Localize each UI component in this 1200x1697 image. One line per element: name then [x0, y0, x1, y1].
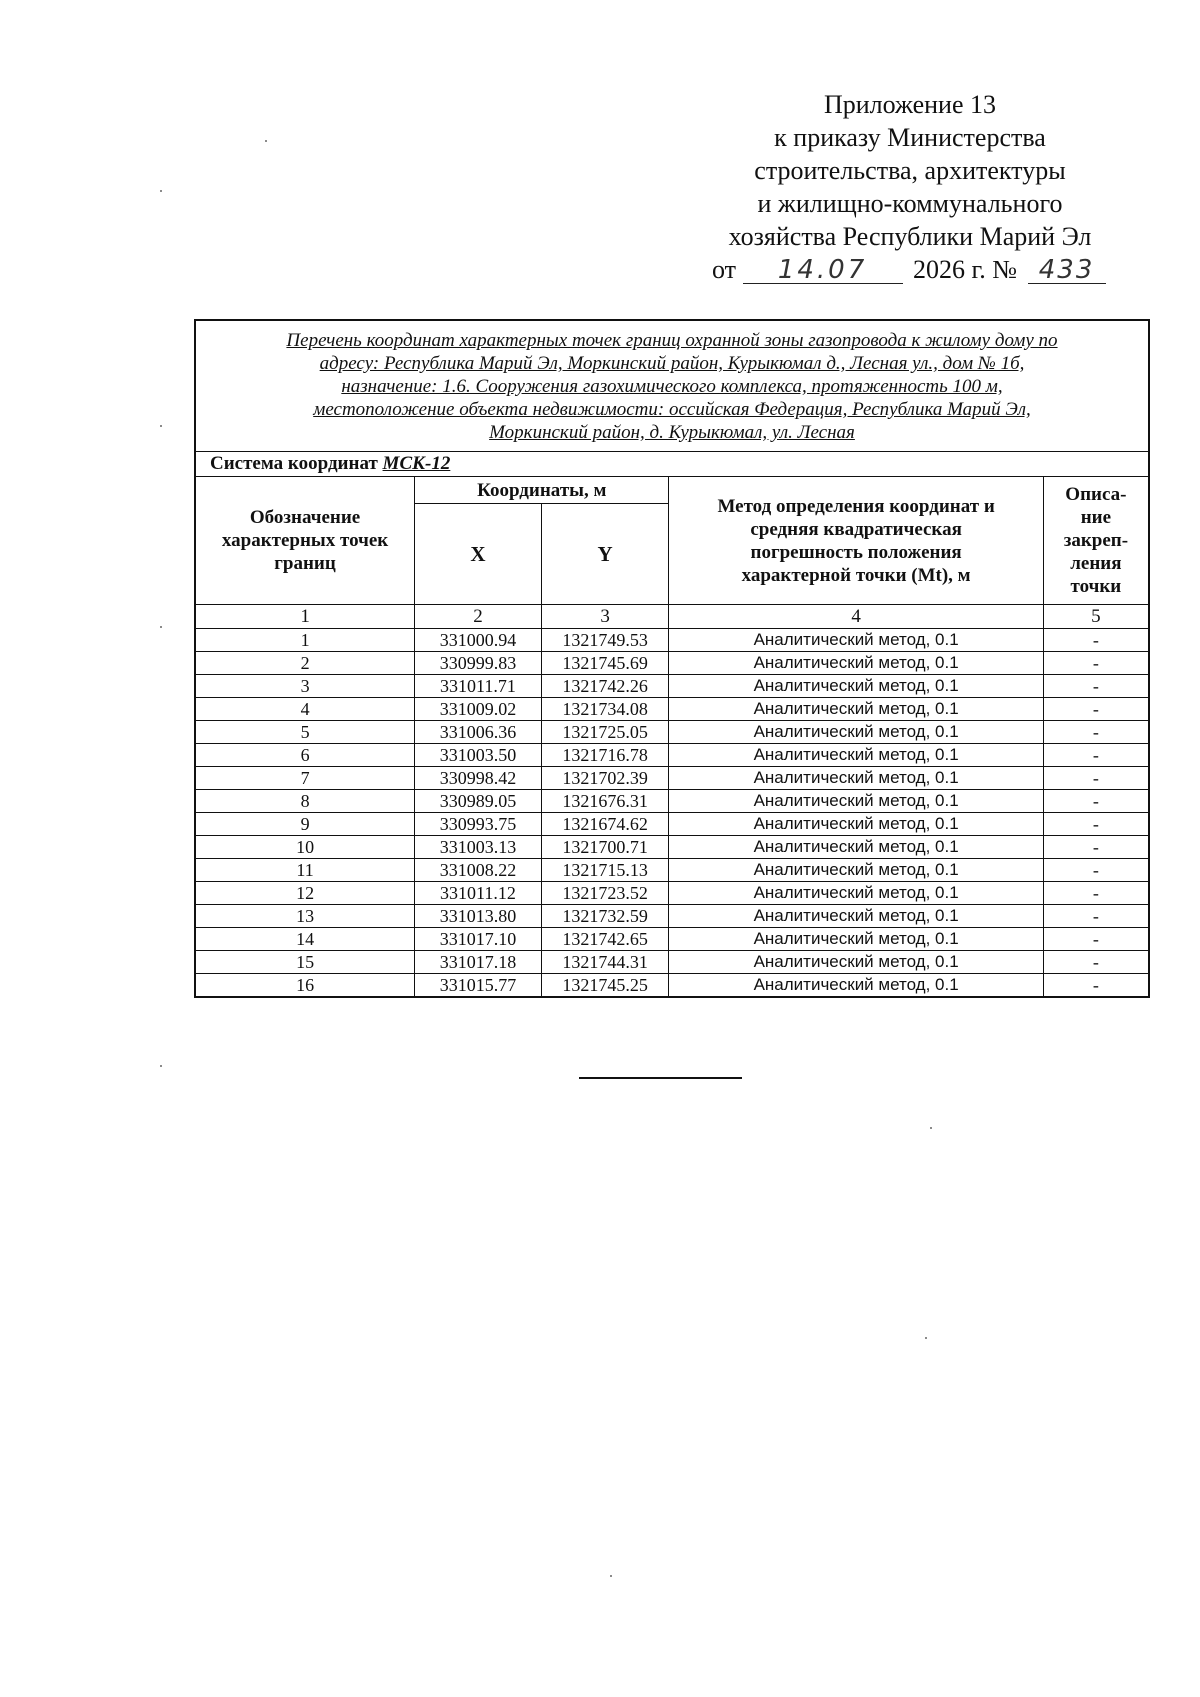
scan-speck — [160, 425, 162, 427]
scan-speck — [925, 1337, 927, 1339]
table-row — [195, 721, 1149, 744]
header-designation — [195, 477, 415, 605]
y-coordinate-cell: 1321716.78 — [541, 744, 669, 767]
y-coordinate-cell: 1321732.59 — [541, 905, 669, 928]
header-row-1 — [195, 477, 1149, 504]
x-coordinate-cell: 331000.94 — [415, 629, 542, 652]
method-cell: Аналитический метод, 0.1 — [669, 813, 1043, 836]
point-number-cell: 15 — [195, 951, 415, 974]
x-coordinate-cell: 331011.71 — [415, 675, 542, 698]
method-cell: Аналитический метод, 0.1 — [669, 951, 1043, 974]
header-text: точки — [1070, 576, 1122, 597]
description-cell: - — [1043, 974, 1149, 998]
description-cell: - — [1043, 652, 1149, 675]
coordinate-system-value: МСК-12 — [382, 453, 451, 474]
header-y: Y — [541, 504, 669, 605]
description-cell: - — [1043, 951, 1149, 974]
table-caption — [195, 320, 1149, 452]
point-number-cell: 8 — [195, 790, 415, 813]
description-cell: - — [1043, 905, 1149, 928]
description-cell: - — [1043, 721, 1149, 744]
x-coordinate-cell: 331015.77 — [415, 974, 542, 998]
point-number-cell: 11 — [195, 859, 415, 882]
x-coordinate-cell: 331008.22 — [415, 859, 542, 882]
method-cell: Аналитический метод, 0.1 — [669, 767, 1043, 790]
scan-speck — [160, 626, 162, 628]
coordinate-system — [195, 452, 1149, 477]
column-number: 2 — [415, 605, 542, 629]
y-coordinate-cell: 1321745.69 — [541, 652, 669, 675]
header-line: к приказу Министерства — [774, 123, 1046, 152]
description-cell: - — [1043, 698, 1149, 721]
point-number-cell: 16 — [195, 974, 415, 998]
table-row — [195, 652, 1149, 675]
description-cell: - — [1043, 813, 1149, 836]
header-text: характерных точек — [221, 530, 389, 551]
method-cell: Аналитический метод, 0.1 — [669, 790, 1043, 813]
scan-speck — [160, 190, 162, 192]
y-coordinate-cell: 1321734.08 — [541, 698, 669, 721]
point-number-cell: 13 — [195, 905, 415, 928]
point-number-cell: 10 — [195, 836, 415, 859]
table-row — [195, 836, 1149, 859]
x-coordinate-cell: 330993.75 — [415, 813, 542, 836]
x-coordinate-cell: 331017.10 — [415, 928, 542, 951]
method-cell: Аналитический метод, 0.1 — [669, 675, 1043, 698]
caption-line: местоположение объекта недвижимости: оссийская Федерация, Республика Марий Эл, — [313, 399, 1031, 420]
y-coordinate-cell: 1321700.71 — [541, 836, 669, 859]
method-cell: Аналитический метод, 0.1 — [669, 905, 1043, 928]
y-coordinate-cell: 1321674.62 — [541, 813, 669, 836]
x-coordinate-cell: 331017.18 — [415, 951, 542, 974]
x-coordinate-cell: 331006.36 — [415, 721, 542, 744]
x-coordinate-cell: 330998.42 — [415, 767, 542, 790]
x-coordinate-cell: 330989.05 — [415, 790, 542, 813]
caption-line: Моркинский район, д. Курыкюмал, ул. Лесная — [489, 422, 855, 443]
point-number-cell: 4 — [195, 698, 415, 721]
header-text: ления — [1070, 553, 1122, 574]
description-cell: - — [1043, 675, 1149, 698]
description-cell: - — [1043, 928, 1149, 951]
coordinates-table — [194, 319, 1150, 998]
y-coordinate-cell: 1321702.39 — [541, 767, 669, 790]
y-coordinate-cell: 1321745.25 — [541, 974, 669, 998]
header-line: и жилищно-коммунального — [757, 189, 1063, 218]
x-coordinate-cell: 331013.80 — [415, 905, 542, 928]
column-number: 3 — [541, 605, 669, 629]
x-coordinate-cell: 331009.02 — [415, 698, 542, 721]
header-text: Обозначение — [249, 507, 361, 528]
caption-row — [195, 320, 1149, 452]
description-cell: - — [1043, 767, 1149, 790]
table-row — [195, 928, 1149, 951]
description-cell: - — [1043, 836, 1149, 859]
y-coordinate-cell: 1321744.31 — [541, 951, 669, 974]
table-row — [195, 629, 1149, 652]
method-cell: Аналитический метод, 0.1 — [669, 698, 1043, 721]
scan-speck — [265, 140, 267, 142]
header-method — [669, 477, 1043, 605]
point-number-cell: 5 — [195, 721, 415, 744]
table-row — [195, 974, 1149, 998]
coordinate-system-label: Система координат — [210, 453, 378, 474]
y-coordinate-cell: 1321723.52 — [541, 882, 669, 905]
table-row — [195, 790, 1149, 813]
point-number-cell: 1 — [195, 629, 415, 652]
appendix-header — [700, 88, 1120, 253]
order-date-number-line — [712, 253, 1132, 286]
coordinate-system-row — [195, 452, 1149, 477]
point-number-cell: 12 — [195, 882, 415, 905]
footer-divider — [579, 1077, 742, 1079]
column-number: 1 — [195, 605, 415, 629]
y-coordinate-cell: 1321742.65 — [541, 928, 669, 951]
header-text: границ — [274, 553, 336, 574]
point-number-cell: 3 — [195, 675, 415, 698]
header-text: погрешность положения — [750, 541, 962, 563]
x-coordinate-cell: 331011.12 — [415, 882, 542, 905]
y-coordinate-cell: 1321749.53 — [541, 629, 669, 652]
header-text: Описа- — [1065, 484, 1127, 505]
x-coordinate-cell: 331003.13 — [415, 836, 542, 859]
table-row — [195, 698, 1149, 721]
y-coordinate-cell: 1321742.26 — [541, 675, 669, 698]
header-line: строительства, архитектуры — [754, 156, 1066, 185]
column-number: 4 — [669, 605, 1043, 629]
table-row — [195, 675, 1149, 698]
point-number-cell: 14 — [195, 928, 415, 951]
table-row — [195, 859, 1149, 882]
scan-speck — [930, 1127, 932, 1129]
x-coordinate-cell: 330999.83 — [415, 652, 542, 675]
table-row — [195, 905, 1149, 928]
column-number-row — [195, 605, 1149, 629]
scan-speck — [610, 1575, 612, 1577]
year-text: 2026 г. № — [913, 255, 1018, 284]
header-coordinates-group: Координаты, м — [415, 477, 669, 504]
description-cell: - — [1043, 629, 1149, 652]
caption-line: назначение: 1.6. Сооружения газохимического комплекса, протяженность 100 м, — [341, 376, 1003, 397]
point-number-cell: 6 — [195, 744, 415, 767]
caption-line: Перечень координат характерных точек границ охранной зоны газопровода к жилому дому по — [286, 330, 1058, 351]
header-text: средняя квадратическая — [750, 518, 962, 540]
handwritten-date: 14.07 — [743, 257, 903, 284]
method-cell: Аналитический метод, 0.1 — [669, 721, 1043, 744]
y-coordinate-cell: 1321725.05 — [541, 721, 669, 744]
method-cell: Аналитический метод, 0.1 — [669, 744, 1043, 767]
method-cell: Аналитический метод, 0.1 — [669, 836, 1043, 859]
header-text: характерной точки (Mt), м — [741, 564, 971, 586]
method-cell: Аналитический метод, 0.1 — [669, 928, 1043, 951]
caption-line: адресу: Республика Марий Эл, Моркинский район, Курыкюмал д., Лесная ул., дом № 1б, — [319, 353, 1025, 374]
header-description — [1043, 477, 1149, 605]
table-row — [195, 882, 1149, 905]
table-row — [195, 767, 1149, 790]
method-cell: Аналитический метод, 0.1 — [669, 652, 1043, 675]
header-text: ние — [1080, 507, 1112, 528]
header-line: хозяйства Республики Марий Эл — [728, 222, 1092, 251]
header-line: Приложение 13 — [823, 90, 997, 119]
x-coordinate-cell: 331003.50 — [415, 744, 542, 767]
table-body — [195, 320, 1149, 997]
method-cell: Аналитический метод, 0.1 — [669, 974, 1043, 998]
handwritten-order-number: 433 — [1028, 257, 1106, 284]
y-coordinate-cell: 1321676.31 — [541, 790, 669, 813]
header-x: X — [415, 504, 542, 605]
scan-speck — [160, 1065, 162, 1067]
table-row — [195, 744, 1149, 767]
header-text: закреп- — [1063, 530, 1129, 551]
point-number-cell: 2 — [195, 652, 415, 675]
method-cell: Аналитический метод, 0.1 — [669, 859, 1043, 882]
description-cell: - — [1043, 859, 1149, 882]
date-prefix: от — [712, 255, 737, 284]
method-cell: Аналитический метод, 0.1 — [669, 882, 1043, 905]
description-cell: - — [1043, 790, 1149, 813]
table-row — [195, 951, 1149, 974]
table-row — [195, 813, 1149, 836]
description-cell: - — [1043, 744, 1149, 767]
description-cell: - — [1043, 882, 1149, 905]
point-number-cell: 7 — [195, 767, 415, 790]
y-coordinate-cell: 1321715.13 — [541, 859, 669, 882]
method-cell: Аналитический метод, 0.1 — [669, 629, 1043, 652]
point-number-cell: 9 — [195, 813, 415, 836]
header-text: Метод определения координат и — [717, 495, 995, 517]
column-number: 5 — [1043, 605, 1149, 629]
